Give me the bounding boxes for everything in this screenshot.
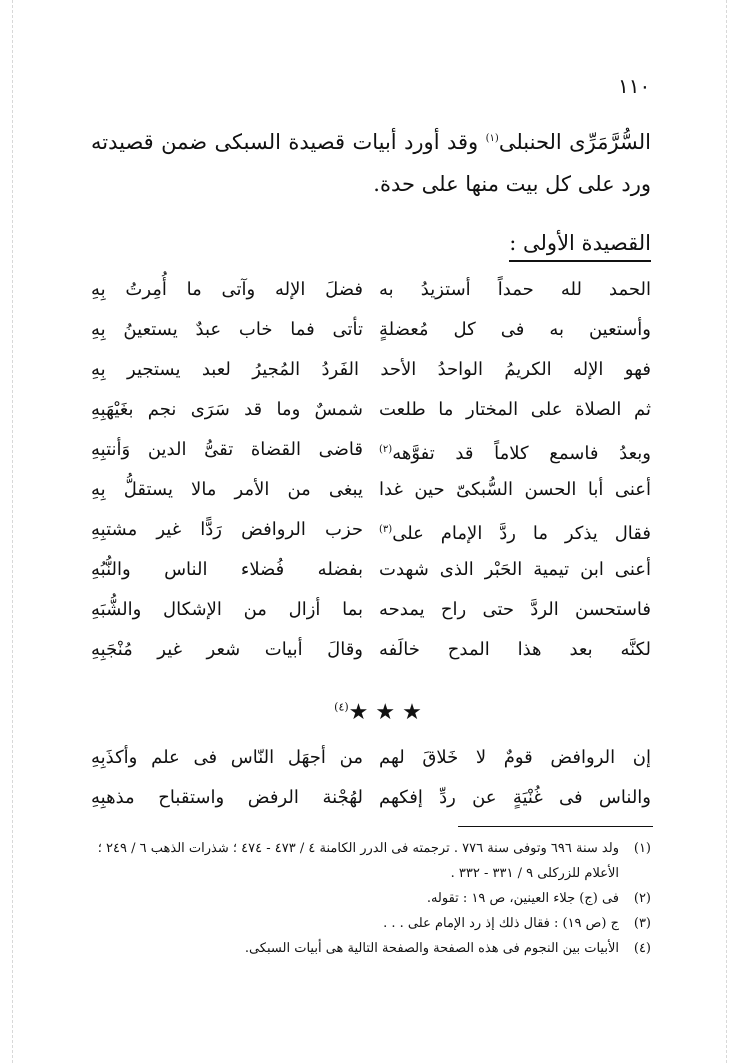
verse-first-hemistich: ثم الصلاة على المختار ما طلعت [379,399,651,420]
verse-first-hemistich: والناس فى غُنْيَةٍ عن ردِّ إفكهم [379,787,651,808]
verse-first-hemistich: إن الروافض قومٌ لا خَلاقَ لهم [379,747,651,768]
verse [91,590,651,630]
footnote-number: (٣) [633,916,651,931]
verse-first-hemistich: أعنى أبا الحسن السُّبكىّ حين غدا [379,479,651,500]
footnote-ref-3: (٣) [379,524,393,535]
footnote-text: ولد سنة ٦٩٦ وتوفى سنة ٧٧٦ . ترجمته فى الدرر الكامنة ٤ / ٤٧٣ - ٤٧٤ ؛ شذرات الذهب ٦ / ٢٤٩ ؛ الأعلام للزركلى ٩ / ٣٣١ - ٣٣٢ . [97,841,619,881]
verse [91,310,651,350]
intro-rest: وقد أورد أبيات قصيدة السبكى ضمن قصيدته ورد على كل بيت منها على حدة. [91,130,651,196]
footnote-text: فى (ج) جلاء العينين، ص ١٩ : تقوله. [426,891,619,906]
footnote-text: ج (ص ١٩) : فقال ذلك إذ رد الإمام على . . . [383,916,619,931]
footnote-ref-2: (٢) [379,444,393,455]
footnote [91,836,651,886]
footnote [91,911,651,936]
footnote-number: (١) [633,841,651,856]
verse-first-hemistich: وأستعين به فى كل مُعضلةٍ [379,319,651,340]
verse-second-hemistich: بما أزال من الإشكال والشُّبَهِ [91,599,363,620]
poem-first [91,270,651,670]
footnote-ref-4: (٤) [334,700,349,714]
star-icon: ★ ★ ★ [348,700,422,725]
verse [91,430,651,470]
stars-divider [323,700,433,725]
verse-second-hemistich: فضلَ الإله وآتى ما أُمِرتُ بِهِ [91,279,363,300]
verse-second-hemistich: من أجهَل النّاس فى علم وأكذَبِهِ [91,747,363,768]
verse [91,510,651,550]
verse-second-hemistich: تأتى فما خاب عبدٌ يستعينُ بِهِ [91,319,363,340]
footnotes [91,836,651,961]
verse-second-hemistich: يبغى من الأمر مالا يستقلُّ بِهِ [91,479,363,500]
intro-start: السُّرَّمَرِّى الحنبلى [498,130,651,154]
verse-first-hemistich: أعنى ابن تيمية الحَبْر الذى شهدت [379,559,651,580]
footnote-number: (٤) [633,941,651,956]
verse [91,630,651,670]
verse-first-hemistich: لكنَّه بعد هذا المدح خالَفه [379,639,651,660]
verse-second-hemistich: وقالَ أبيات شعر غير مُنْجَبِهِ [91,639,363,660]
verse-first-hemistich: الحمد لله حمداً أستزيدُ به [379,279,651,300]
footnote [91,936,651,961]
hemistich-text: وبعدُ فاسمع كلاماً قد تفوَّهه [392,443,651,464]
verse-first-hemistich: فاستحسن الردَّ حتى راح يمدحه [379,599,651,620]
verse [91,778,651,818]
verse-full-line: فهو الإله الكريمُ الواحدُ الأحد الفَردُ المُجيرُ لعبد يستجير بِهِ [91,359,651,380]
verse-second-hemistich: قاضى القضاة تقىُّ الدين وَأنتبِهِ [91,439,363,460]
verse [91,270,651,310]
verse-second-hemistich: لهُجْنة الرفض واستقباح مذهبِهِ [91,787,363,808]
footnote-divider [458,826,653,827]
page-number: ١١٠ [618,74,651,98]
verse-second-hemistich: شمسٌ وما قد سَرَى نجم بغَيْهَبِهِ [91,399,363,420]
hemistich-text: فقال يذكر ما ردَّ الإمام على [392,523,651,544]
verse-second-hemistich: حزب الروافض رَدًّا غير مشتبِهِ [91,519,363,540]
footnote-number: (٢) [633,891,651,906]
intro-paragraph [91,118,651,205]
footnote [91,886,651,911]
section-title: القصيدة الأولى : [509,228,651,262]
verse [91,738,651,778]
verse-second-hemistich: بفضله فُضلاء الناس والنُّبُهِ [91,559,363,580]
verse [91,470,651,510]
verse [91,350,651,390]
poem-second [91,738,651,818]
verse [91,550,651,590]
verse-first-hemistich [379,430,651,474]
verse-first-hemistich [379,510,651,554]
footnote-ref-1: (١) [485,133,499,144]
footnote-text: الأبيات بين النجوم فى هذه الصفحة والصفحة التالية هى أبيات السبكى. [244,941,619,956]
verse [91,390,651,430]
